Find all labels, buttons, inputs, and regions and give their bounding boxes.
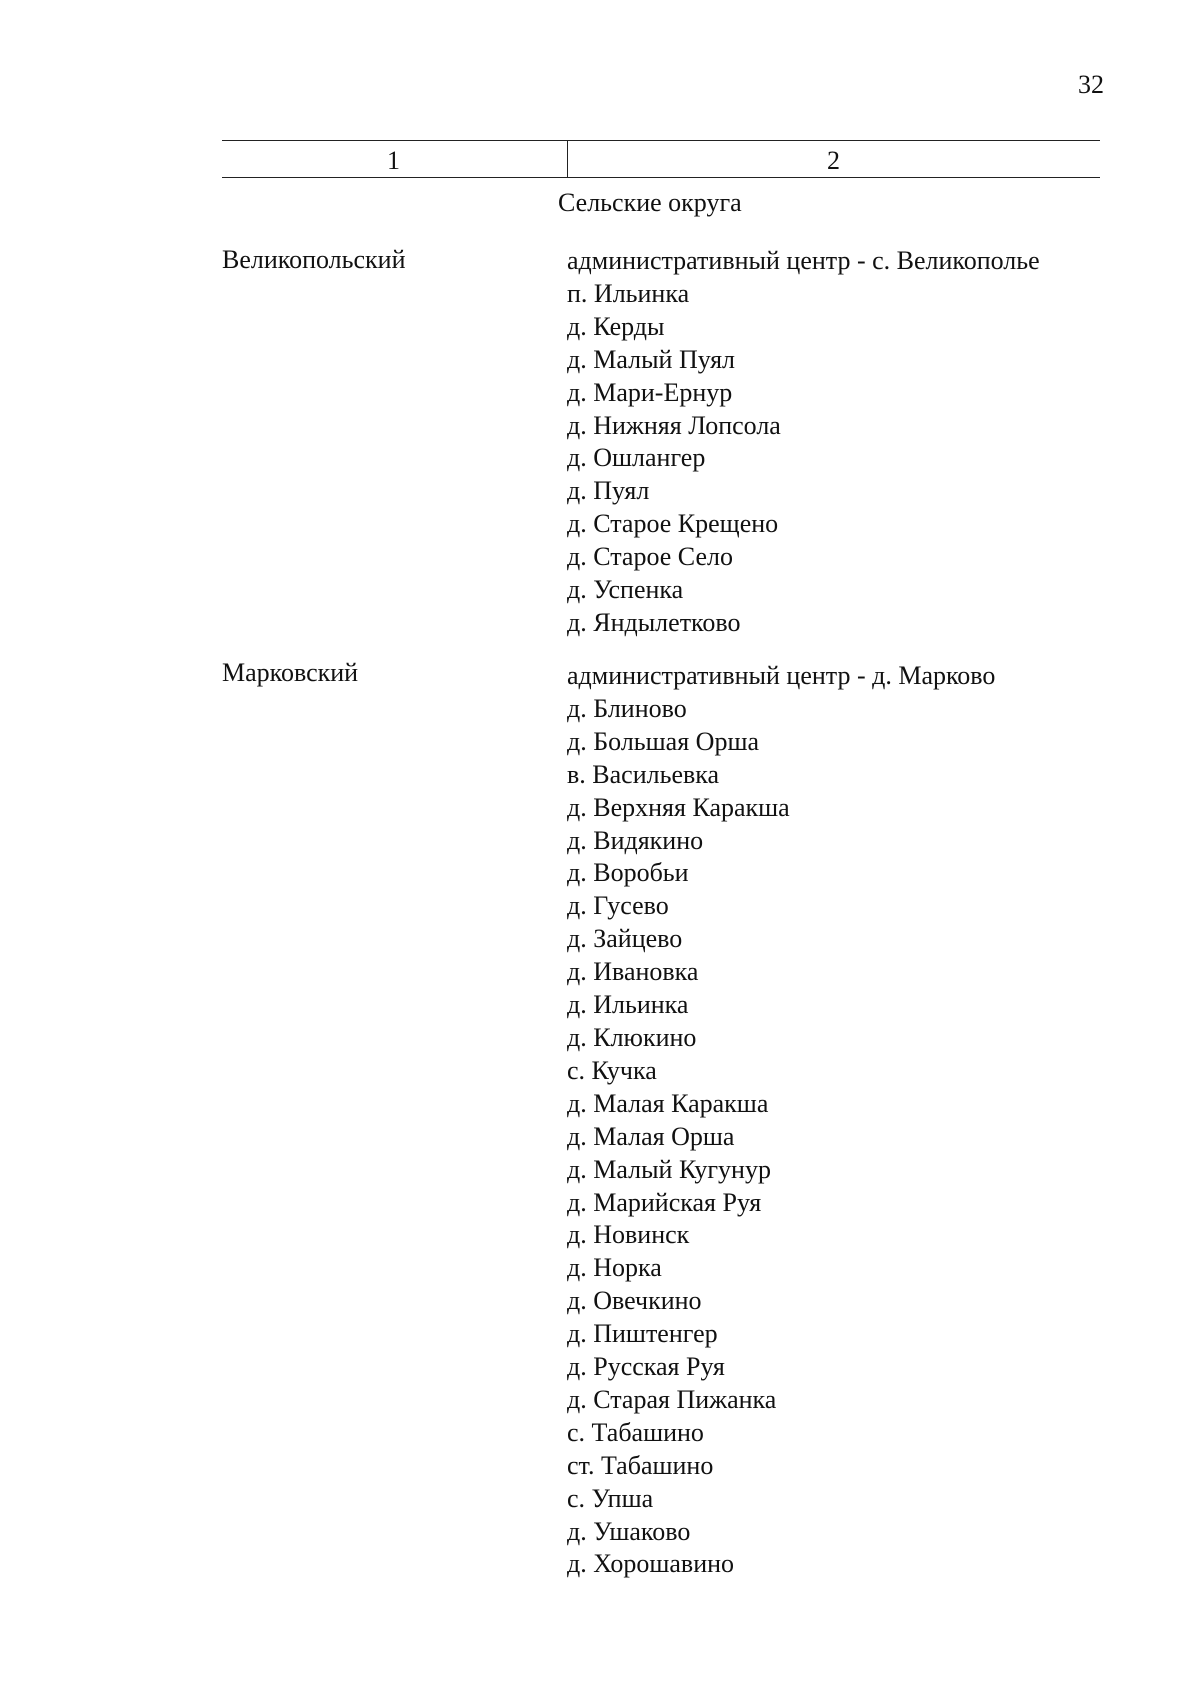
place-item: д. Хорошавино [567,1549,735,1579]
place-item: с. Табашино [567,1417,704,1447]
place-item: д. Блиново [567,693,687,723]
place-list [567,245,1040,640]
place-item: п. Ильинка [567,278,690,308]
place-item: д. Пиштенгер [567,1319,718,1349]
section-title: Сельские округа [558,188,742,217]
district-name: Марковский [222,658,359,687]
place-item: д. Успенка [567,575,684,605]
place-item: д. Малый Кугунур [567,1154,771,1184]
place-item: д. Старая Пижанка [567,1384,777,1414]
place-list [567,660,995,1581]
place-item: д. Гусево [567,891,669,921]
place-item: д. Большая Орша [567,726,760,756]
column-number-2: 2 [827,146,840,175]
place-item: д. Верхняя Каракша [567,792,790,822]
place-item: д. Старое Крещено [567,509,779,539]
place-item: д. Керды [567,311,665,341]
column-divider [567,141,568,177]
table-header [222,140,1100,178]
place-item: д. Клюкино [567,1022,697,1052]
place-item: с. Кучка [567,1055,657,1085]
place-item: д. Новинск [567,1220,690,1250]
place-item: д. Яндылетково [567,607,741,637]
administrative-center: административный центр - д. Марково [567,661,996,690]
place-item: ст. Табашино [567,1450,714,1480]
place-item: с. Упша [567,1483,654,1513]
page-number: 32 [1078,70,1104,99]
place-item: д. Зайцево [567,924,683,954]
place-item: д. Норка [567,1253,662,1283]
place-item: д. Марийская Руя [567,1187,762,1217]
place-item: д. Нижняя Лопсола [567,410,781,440]
place-item: в. Васильевка [567,759,720,789]
column-number-1: 1 [387,146,400,175]
place-item: д. Мари-Ернур [567,377,733,407]
place-item: д. Видякино [567,825,704,855]
place-item: д. Пуял [567,476,650,506]
place-item: д. Воробьи [567,858,689,888]
place-item: д. Ошлангер [567,443,706,473]
administrative-center: административный центр - с. Великополье [567,246,1040,275]
place-item: д. Овечкино [567,1286,702,1316]
place-item: д. Малая Орша [567,1121,735,1151]
place-item: д. Малая Каракша [567,1088,769,1118]
place-item: д. Старое Село [567,542,733,572]
place-item: д. Ильинка [567,990,689,1020]
place-item: д. Русская Руя [567,1352,725,1382]
place-item: д. Малый Пуял [567,344,736,374]
district-name: Великопольский [222,245,406,274]
place-item: д. Ушаково [567,1516,691,1546]
place-item: д. Ивановка [567,957,699,987]
